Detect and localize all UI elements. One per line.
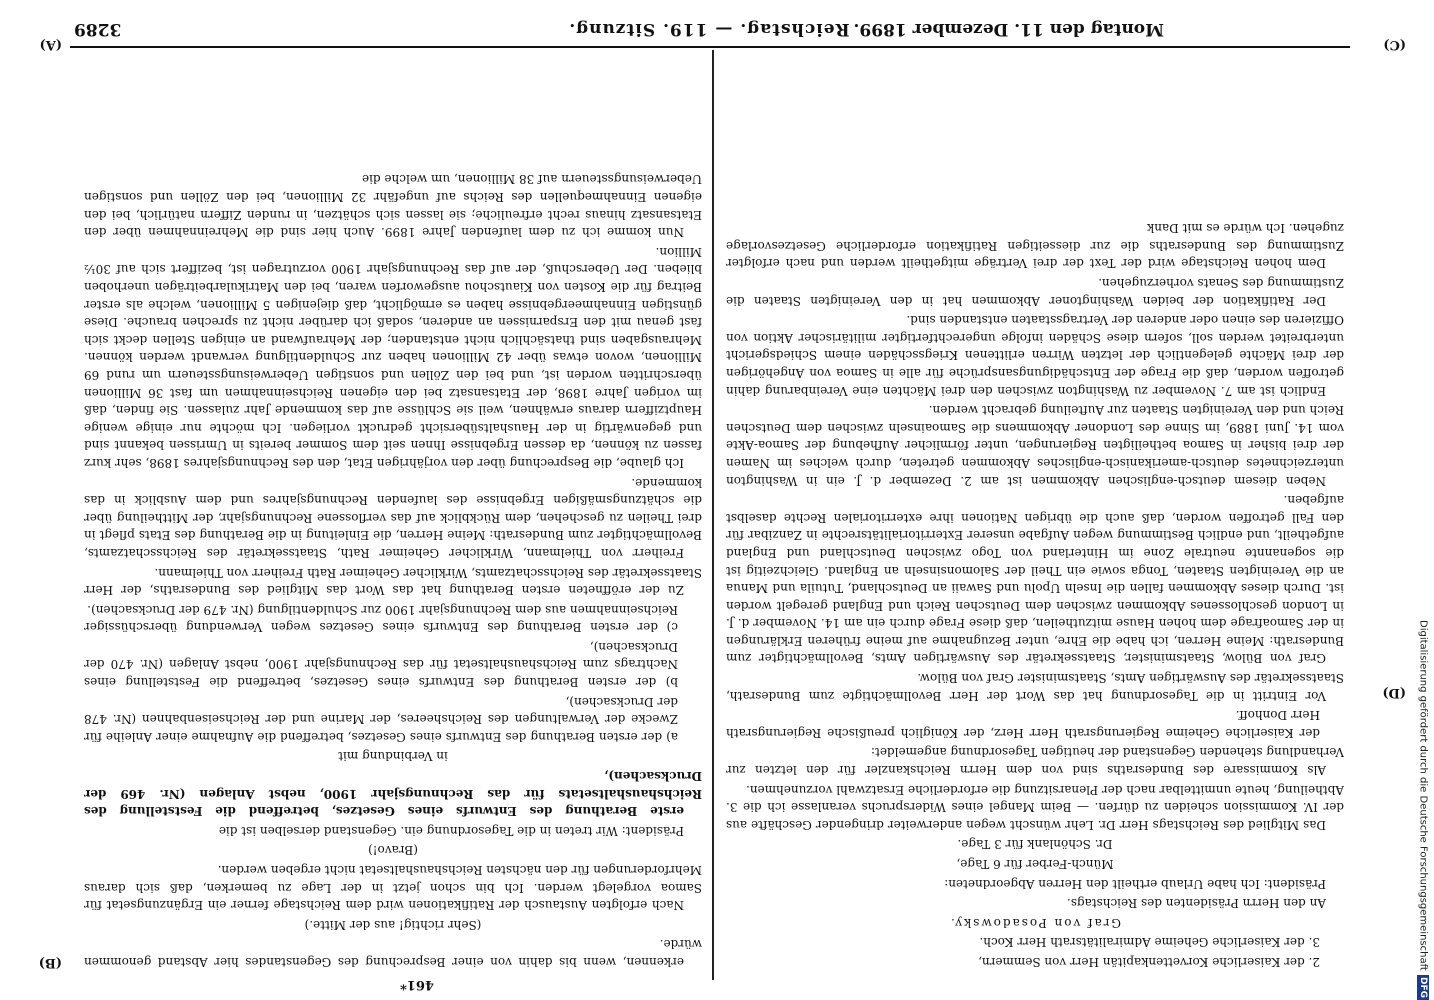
paragraph: Präsident: Ich habe Urlaub ertheilt den Herren Abgeordneten:: [944, 876, 1326, 891]
digitization-text: Digitalisierung gefördert durch die Deutsche Forschungsgemeinschaft: [1417, 620, 1429, 971]
paragraph: erkennen, wenn bis dahin von einer Besprechung des Gegenstandes hier Abstand genommen würde.: [84, 937, 702, 969]
column-divider: [712, 50, 714, 980]
interjection: (Bravo!): [368, 843, 418, 858]
paragraph: in Verbindung mit: [338, 749, 448, 764]
text-column-right: [84, 55, 702, 970]
text-column-left: [726, 55, 1344, 970]
header-rule: [70, 46, 1350, 48]
paragraph: Das Mitglied des Reichstags Herr Dr. Lehr wünscht wegen anderweiter dringender Geschäfte aus der IV. Kommission scheiden zu dürfen. — Beim Mangel eines Widerspruchs veranlasse ich die 3. Abtheilung, heute unmittelbar nach der Plenarsitzung die erforderliche Ersatzwahl vorzunehmen.: [726, 782, 1344, 832]
signature: Graf von Posadowsky.: [949, 915, 1122, 930]
paragraph: Neben diesem deutsch-englischen Abkommen ist am 2. Dezember d. J. ein in Washington unterzeichnetes deutsch-amerikanisch-englisches Abkommen getreten, durch welches im Namen der drei bisher in Samoa betheiligten Regierungen, unter förmlicher Aufhebung der Samoa-Akte vom 14. Juni 1889, im Sinne des Londoner Abkommens die Samoainseln zwischen dem Deutschen Reich und den Vereinigten Staaten zur Aufteilung gebracht werden.: [726, 403, 1344, 488]
addressee: An den Herrn Präsidenten des Reichstags.: [1066, 896, 1326, 911]
paragraph: Dr. Schönlank für 3 Tage.: [957, 837, 1113, 852]
page-number: 3289: [74, 19, 122, 39]
agenda-item: erste Berathung des Entwurfs eines Gesetzes, betreffend die Feststellung des Reichshaushaltsetats für das Rechnungsjahr 1900, nebst Anlagen (Nr. 469 der Drucksachen),: [84, 769, 702, 819]
agenda-subitem: c) der ersten Berathung des Entwurfs eines Gesetzes wegen Verwendung überschüssiger Reichseinnahmen aus dem Rechnungsjahr 1900 zur Schuldentilgung (Nr. 479 der Drucksachen).: [84, 602, 678, 635]
paragraph: Der Ratifikation der beiden Washingtoner Abkommen hat in den Vereinigten Staaten die Zustimmung des Senats vorherzugehen.: [726, 276, 1344, 308]
signature-mark: 461*: [400, 977, 434, 992]
margin-letter-a: (A): [39, 37, 62, 52]
page-header: [74, 16, 1344, 42]
paragraph: 2. der Kaiserliche Korvettenkapitän Herr von Semmern,: [978, 955, 1320, 969]
paragraph: Vor Eintritt in die Tagesordnung hat das Wort der Herr Bevollmächtigte zum Bundesrath, Staatssekretär des Auswärtigen Amts, Staatsminister Graf von Bülow.: [726, 671, 1344, 703]
paragraph: Als Kommissare des Bundesraths sind von dem Herrn Reichskanzler für den letzten zur Verhandlung stehenden Gegenstand der heutigen Tagesordnung angemeldet:: [726, 745, 1344, 778]
paragraph: Münch-Ferber für 6 Tage,: [956, 857, 1114, 872]
paragraph: der Kaiserliche Geheime Regierungsrath Herr Herz, der Königlich preußische Regierungsrath Herr Donhoff.: [726, 708, 1320, 740]
digitization-note: [1413, 0, 1433, 1000]
agenda-subitem: a) der ersten Berathung des Entwurfs eines Gesetzes, betreffend die Aufnahme einer Anleihe für Zwecke der Verwaltungen des Reichsheeres, der Marine und der Reichseisenbahnen (Nr. 478 der Drucksachen),: [84, 694, 678, 744]
paragraph: Dem hohen Reichstage wird der Text der drei Verträge mitgetheilt werden und nach erfolgter Zustimmung des Bundesraths die zur diesseitigen Ratifikation erforderliche Gesetzesvorlage zugehen. Ich würde es mit Dank: [726, 221, 1344, 271]
margin-letter-b: (B): [38, 955, 62, 970]
paragraph: Nun komme ich zu dem laufenden Jahre 1899. Auch hier sind die Mehreinnahmen über den Etatsansatz hinaus recht erfreuliche; sie lassen sich schätzen, in runden Ziffern natürlich, bei den eigenen Einnahmequellen des Reichs auf ungefähr 32 Millionen, bei den Zöllen und sonstigen Ueberweisungssteuern auf 38 Millionen, um welche die: [84, 172, 702, 240]
paragraph: Graf von Bülow, Staatsminister, Staatssekretär des Auswärtigen Amts, Bevollmächtigter zum Bundesrath: Meine Herren, ich habe die Ehre, unter Bezugnahme auf meine früheren Erklärungen in der Samoafrage dem hohen Hause mitzutheilen, daß diese Frage durch ein am 14. November d. J. in London geschlossenes Abkommen zwischen dem Deutschen Reich und England geregelt worden ist. Durch dieses Abkommen fallen die Inseln Upolu und Sawaii an Deutschland, Tutuila und Manua an die Vereinigten Staaten, Tonga sowie ein Theil der Salomonsinseln an England. Gleichzeitig ist die sogenannte neutrale Zone im Hinterland von Togo zwischen Deutschland und England aufgetheilt, und endlich Bestimmung wegen Aufgabe unserer Exterritorialitätsrechte in Zanzibar für den Fall getroffen worden, daß auch die übrigen Nationen ihre exterritorialen Rechte daselbst aufgeben.: [726, 493, 1344, 666]
agenda-subitem: b) der ersten Berathung des Entwurfs eines Gesetzes, betreffend die Feststellung eines Nachtrags zum Reichshaushaltsetat für das Rechnungsjahr 1900, nebst Anlagen (Nr. 470 der Drucksachen),: [84, 639, 678, 690]
header-title: Reichstag. — 119. Sitzung.: [568, 19, 850, 39]
paragraph: Ich glaube, die Besprechung über den vorjährigen Etat, den des Rechnungsjahres 1898, sehr kurz fassen zu können, da dessen Ergebnisse Ihnen seit dem Sommer bereits in Umrissen bekannt sind und gegenwärtig in der Haushaltsübersicht gedruckt vorliegen. Ich möchte nur einige wenige Hauptziffern daraus erwähnen, weil sie Schlüsse auf das kommende Jahr zulassen. Sie finden, daß im vorigen Jahre 1898, der Etatsansatz bei den eigenen Reichseinnahmen um fast 36 Millionen überschritten worden ist, und bei den Zöllen und sonstigen Ueberweisungssteuern um rund 69 Millionen, wovon etwas über 42 Millionen haben zur Schuldentilgung verwandt werden können. Mehrausgaben sind thatsächlich nicht entstanden; der Mehraufwand an einigen Stellen deckt sich fast genau mit den Ersparnissen an anderen, sodaß ich darüber nicht zu sprechen brauche. Diese günstigen Einnahmeergebnisse haben es ermöglicht, daß diejenigen 5 Millionen, welche als erster Beitrag für die Kosten von Kiautschou ausgeworfen waren, bei den Matrikularbeiträgen unerhoben blieben. Der Ueberschuß, der auf das Rechnungsjahr 1900 vorzutragen ist, beziffert sich auf 30½ Million.: [84, 244, 702, 470]
paragraph: Präsident: Wir treten in die Tagesordnung ein. Gegenstand derselben ist die: [218, 823, 684, 838]
margin-letter-d: (D): [1382, 685, 1406, 700]
paragraph: Nach erfolgten Austausch der Ratifikationen wird dem Reichstage ferner ein Ergänzungsetat für Samoa vorgelegt werden. Ich bin schon jetzt in der Lage zu bemerken, daß sich daraus Mehrforderungen für den nächsten Reichshaushaltsetat nicht ergeben werden.: [84, 863, 702, 913]
margin-letter-c: (C): [1383, 37, 1406, 52]
paragraph: Zu der eröffneten ersten Berathung hat das Wort das Mitglied des Bundesraths, der Herr Staatssekretär des Reichsschatzamts, Wirklicher Geheimer Rath Freiherr von Thielmann.: [84, 565, 702, 598]
paragraph: Freiherr von Thielmann, Wirklicher Geheimer Rath, Staatssekretär des Reichsschatzamts, Bevollmächtigter zum Bundesrath: Meine Herren, die Einleitung in die Berathung des Etats pflegt in drei Theilen zu geschehen, dem Rückblick auf das verflossene Rechnungsjahr, der Mittheilung über die schätzungsmäßigen Ergebnisse des laufenden Rechnungsjahres und dem Ausblick in das kommende.: [84, 475, 702, 560]
paragraph: Endlich ist am 7. November zu Washington zwischen den drei Mächten eine Vereinbarung dahin getroffen worden, daß die Frage der Entschädigungsansprüche für alle in Samoa von Angehörigen der drei Mächte gelegentlich der letzten Wirren erlittenen Kriegsschäden einem Schiedsgericht unterbreitet werden soll, sofern diese Schäden infolge ungerechtfertigter militärischer Aktion von Offizieren des einen oder anderen der Vertragsstaaten entstanden sind.: [726, 313, 1344, 398]
header-date: Montag den 11. Dezember 1899.: [853, 19, 1164, 39]
interjection: (Sehr richtig! aus der Mitte.): [304, 917, 482, 932]
dfg-logo: DFG: [1418, 976, 1428, 998]
paragraph: 3. der Kaiserliche Geheime Admiralitätsrath Herr Koch.: [979, 935, 1320, 950]
